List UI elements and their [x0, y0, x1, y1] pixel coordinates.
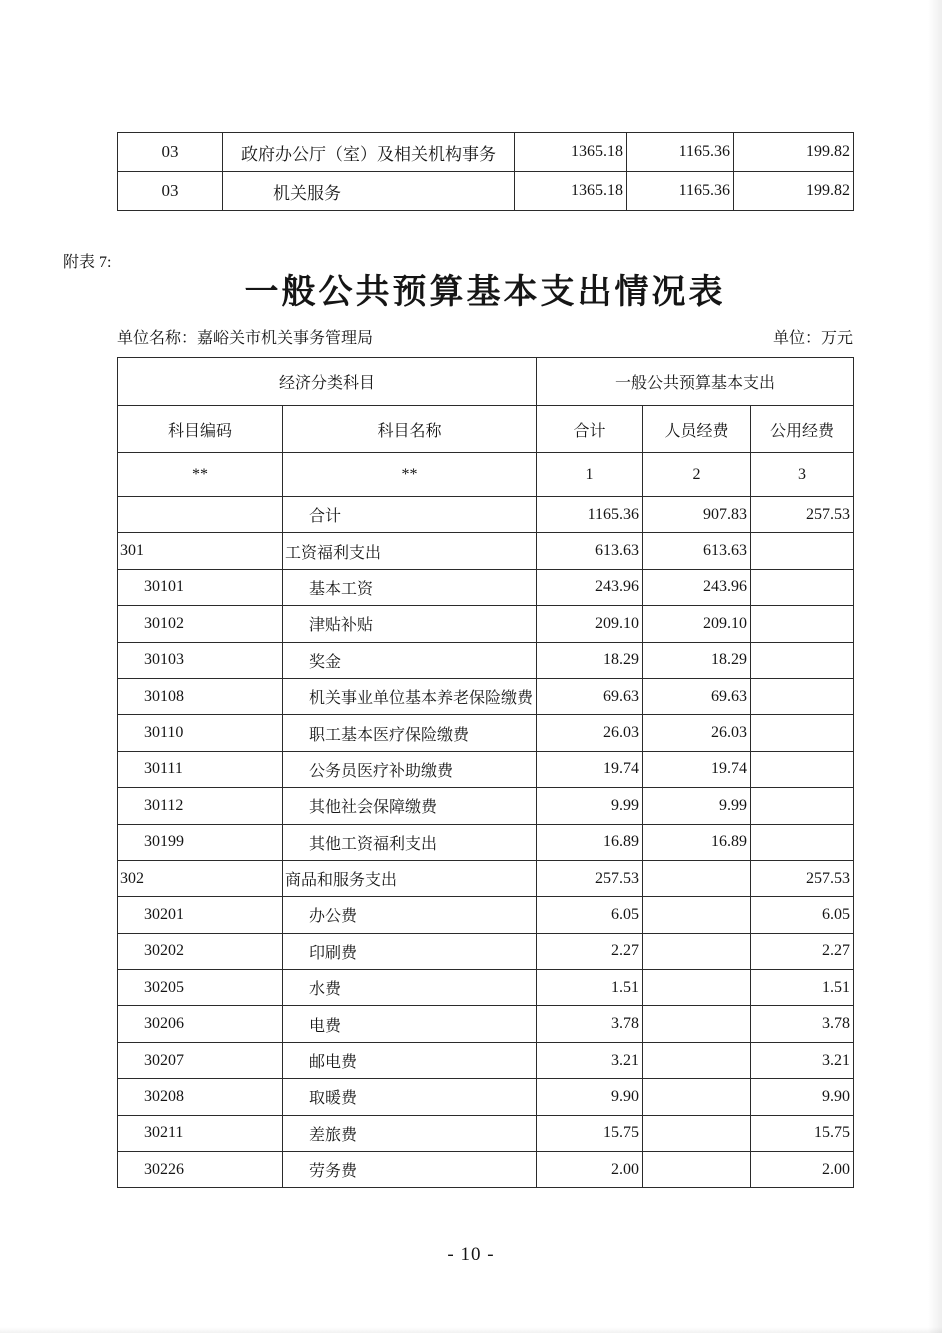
table-row [118, 1042, 854, 1078]
table-row [118, 1079, 854, 1115]
cell-value-2: 1165.36 [627, 172, 734, 211]
cell-subject-name: 邮电费 [283, 1042, 537, 1078]
cell-public-funds [751, 751, 854, 787]
scan-artifact-bottom-edge [0, 1327, 942, 1333]
cell-total: 1.51 [537, 970, 643, 1006]
cell-name: 机关服务 [223, 172, 515, 211]
table-row [118, 970, 854, 1006]
cell-value-1: 1365.18 [515, 172, 627, 211]
cell-subject-code: 30201 [118, 897, 283, 933]
cell-subject-name: 商品和服务支出 [283, 860, 537, 896]
cell-total: 243.96 [537, 569, 643, 605]
cell-subject-name: 奖金 [283, 642, 537, 678]
cell-subject-code: 301 [118, 533, 283, 569]
cell-total: 69.63 [537, 678, 643, 714]
cell-personnel-funds: 69.63 [643, 678, 751, 714]
cell-total: 1165.36 [537, 497, 643, 533]
cell-code: 03 [118, 172, 223, 211]
col-header-personnel-funds: 人员经费 [643, 406, 751, 453]
cell-subject-name: 机关事业单位基本养老保险缴费 [283, 678, 537, 714]
cell-personnel-funds [643, 1152, 751, 1188]
cell-total: 9.99 [537, 788, 643, 824]
cell-subject-name: 合计 [283, 497, 537, 533]
table-row [118, 133, 854, 172]
cell-personnel-funds [643, 933, 751, 969]
cell-total: 257.53 [537, 860, 643, 896]
table-row [118, 569, 854, 605]
cell-subject-code: 30108 [118, 678, 283, 714]
table-row [118, 678, 854, 714]
table-row [118, 933, 854, 969]
table-row [118, 860, 854, 896]
cell-public-funds: 257.53 [751, 497, 854, 533]
page-title: 一般公共预算基本支出情况表 [244, 274, 726, 311]
unit-currency-label: 单位：万元 [772, 330, 853, 347]
table-row [118, 1006, 854, 1042]
cell-subject-code: 30102 [118, 606, 283, 642]
col-header-subject-name: 科目名称 [283, 406, 537, 453]
cell-total: 19.74 [537, 751, 643, 787]
cell-public-funds [751, 533, 854, 569]
cell-subject-code: 30208 [118, 1079, 283, 1115]
cell-personnel-funds: 243.96 [643, 569, 751, 605]
cell-subject-name: 基本工资 [283, 569, 537, 605]
cell-personnel-funds [643, 970, 751, 1006]
cell-subject-code: 30111 [118, 751, 283, 787]
header-group-row [118, 358, 854, 406]
cell-public-funds: 6.05 [751, 897, 854, 933]
scan-artifact-right-edge [928, 0, 942, 1333]
cell-total: 3.21 [537, 1042, 643, 1078]
cell-subject-name: 取暖费 [283, 1079, 537, 1115]
table-row [118, 172, 854, 211]
attachment-label: 附表 7: [63, 254, 112, 271]
cell-subject-code: 30211 [118, 1115, 283, 1151]
cell-personnel-funds: 9.99 [643, 788, 751, 824]
cell-code: 03 [118, 133, 223, 172]
cell-public-funds [751, 642, 854, 678]
budget-table-header [118, 358, 854, 497]
cell-name: 政府办公厅（室）及相关机构事务 [223, 133, 515, 172]
col-header-public-funds: 公用经费 [751, 406, 854, 453]
cell-subject-name: 劳务费 [283, 1152, 537, 1188]
cell-total: 9.90 [537, 1079, 643, 1115]
previous-table-fragment [117, 132, 854, 211]
cell-subject-code: 30202 [118, 933, 283, 969]
cell-personnel-funds: 613.63 [643, 533, 751, 569]
col-header-subject-code: 科目编码 [118, 406, 283, 453]
cell-total: 6.05 [537, 897, 643, 933]
cell-public-funds [751, 569, 854, 605]
cell-public-funds: 257.53 [751, 860, 854, 896]
col-header-total: 合计 [537, 406, 643, 453]
cell-subject-code: 30226 [118, 1152, 283, 1188]
cell-subject-name: 差旅费 [283, 1115, 537, 1151]
cell-subject-name: 其他社会保障缴费 [283, 788, 537, 824]
cell-subject-code: 30103 [118, 642, 283, 678]
cell-subject-code: 30207 [118, 1042, 283, 1078]
cell-subject-name: 办公费 [283, 897, 537, 933]
cell-public-funds [751, 678, 854, 714]
cell-subject-code: 30205 [118, 970, 283, 1006]
cell-public-funds [751, 715, 854, 751]
cell-total: 209.10 [537, 606, 643, 642]
cell-public-funds [751, 788, 854, 824]
unit-line [117, 325, 853, 348]
cell-total: 3.78 [537, 1006, 643, 1042]
index-cell: 1 [537, 453, 643, 497]
cell-subject-code: 30110 [118, 715, 283, 751]
cell-personnel-funds: 16.89 [643, 824, 751, 860]
cell-subject-name: 其他工资福利支出 [283, 824, 537, 860]
cell-public-funds: 3.78 [751, 1006, 854, 1042]
cell-subject-name: 电费 [283, 1006, 537, 1042]
table-row [118, 824, 854, 860]
cell-value-2: 1165.36 [627, 133, 734, 172]
cell-personnel-funds: 19.74 [643, 751, 751, 787]
cell-total: 16.89 [537, 824, 643, 860]
table-row [118, 788, 854, 824]
previous-table-body [118, 133, 854, 211]
cell-personnel-funds [643, 1079, 751, 1115]
cell-public-funds: 15.75 [751, 1115, 854, 1151]
cell-total: 26.03 [537, 715, 643, 751]
cell-public-funds: 2.00 [751, 1152, 854, 1188]
header-columns-row [118, 406, 854, 453]
cell-personnel-funds [643, 860, 751, 896]
table-row [118, 642, 854, 678]
cell-personnel-funds [643, 1115, 751, 1151]
cell-subject-code: 30206 [118, 1006, 283, 1042]
cell-subject-code: 302 [118, 860, 283, 896]
cell-subject-name: 水费 [283, 970, 537, 1006]
cell-subject-code: 30112 [118, 788, 283, 824]
cell-subject-code [118, 497, 283, 533]
table-row [118, 533, 854, 569]
cell-total: 2.00 [537, 1152, 643, 1188]
index-cell: 3 [751, 453, 854, 497]
cell-personnel-funds: 209.10 [643, 606, 751, 642]
cell-personnel-funds: 26.03 [643, 715, 751, 751]
table-row [118, 1115, 854, 1151]
table-row [118, 897, 854, 933]
cell-total: 2.27 [537, 933, 643, 969]
cell-subject-code: 30199 [118, 824, 283, 860]
cell-personnel-funds [643, 1006, 751, 1042]
cell-subject-name: 印刷费 [283, 933, 537, 969]
header-index-row [118, 453, 854, 497]
header-economic-classification: 经济分类科目 [118, 358, 537, 406]
table-row [118, 497, 854, 533]
header-basic-expenditure: 一般公共预算基本支出 [537, 358, 854, 406]
cell-subject-name: 工资福利支出 [283, 533, 537, 569]
table-row [118, 1152, 854, 1188]
page-number: - 10 - [447, 1244, 495, 1265]
cell-subject-name: 职工基本医疗保险缴费 [283, 715, 537, 751]
cell-public-funds: 9.90 [751, 1079, 854, 1115]
cell-total: 18.29 [537, 642, 643, 678]
cell-public-funds: 3.21 [751, 1042, 854, 1078]
table-row [118, 715, 854, 751]
cell-personnel-funds: 907.83 [643, 497, 751, 533]
cell-subject-name: 津贴补贴 [283, 606, 537, 642]
table-row [118, 751, 854, 787]
cell-public-funds [751, 606, 854, 642]
table-row [118, 606, 854, 642]
budget-table-body [118, 497, 854, 1188]
budget-table [117, 357, 854, 1188]
cell-value-3: 199.82 [734, 133, 854, 172]
cell-personnel-funds [643, 1042, 751, 1078]
cell-total: 613.63 [537, 533, 643, 569]
unit-name-label: 单位名称：嘉峪关市机关事务管理局 [117, 330, 374, 347]
cell-value-1: 1365.18 [515, 133, 627, 172]
cell-public-funds: 2.27 [751, 933, 854, 969]
cell-personnel-funds [643, 897, 751, 933]
cell-subject-name: 公务员医疗补助缴费 [283, 751, 537, 787]
cell-personnel-funds: 18.29 [643, 642, 751, 678]
cell-total: 15.75 [537, 1115, 643, 1151]
index-cell: ** [118, 453, 283, 497]
cell-public-funds: 1.51 [751, 970, 854, 1006]
index-cell: ** [283, 453, 537, 497]
index-cell: 2 [643, 453, 751, 497]
cell-subject-code: 30101 [118, 569, 283, 605]
cell-public-funds [751, 824, 854, 860]
cell-value-3: 199.82 [734, 172, 854, 211]
